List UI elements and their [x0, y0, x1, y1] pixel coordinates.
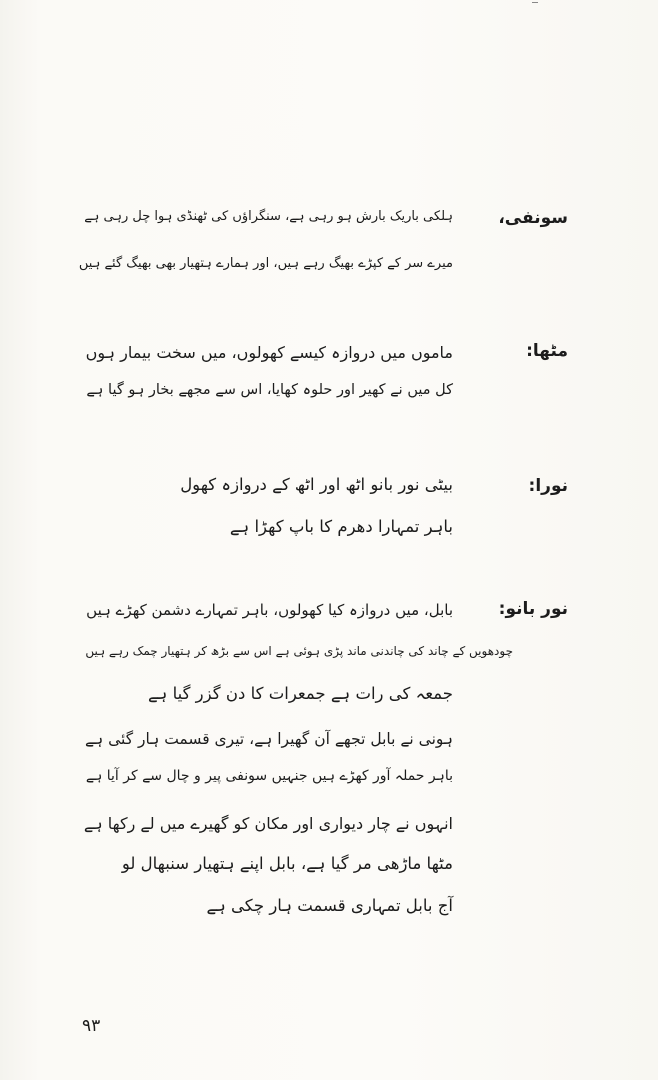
dialogue-line: چودھویں کے چاند کی چاندنی ماند پڑی ہوئی ہے اس سے بڑھ کر ہتھیار چمک رہے ہیں: [85, 644, 513, 658]
speaker-name: نورا:: [528, 476, 568, 496]
dialogue-line: ہونی نے بابل تجھے آن گھیرا ہے، تیری قسمت ہار گئی ہے: [85, 730, 453, 748]
page-number: ۹۳: [82, 1016, 101, 1036]
dialogue-line: آج بابل تمہاری قسمت ہار چکی ہے: [206, 896, 453, 915]
speaker-name: نور بانو:: [498, 599, 568, 619]
dialogue-line: جمعہ کی رات ہے جمعرات کا دن گزر گیا ہے: [148, 684, 453, 703]
dialogue-line: کل میں نے کھیر اور حلوہ کھایا، اس سے مجھے بخار ہو گیا ہے: [86, 382, 453, 398]
dialogue-line: بیٹی نور بانو اٹھ اور اٹھ کے دروازہ کھول: [180, 475, 453, 494]
dialogue-line: باہر تمہارا دھرم کا باپ کھڑا ہے: [229, 517, 453, 536]
speaker-name: سونفی،: [498, 208, 568, 228]
dialogue-line: ہلکی باریک بارش ہو رہی ہے، سنگراؤں کی ٹھنڈی ہوا چل رہی ہے: [84, 209, 453, 224]
dialogue-line: انہوں نے چار دیواری اور مکان کو گھیرے میں لے رکھا ہے: [83, 814, 453, 833]
scan-mark: [532, 2, 538, 3]
dialogue-line: ماموں میں دروازہ کیسے کھولوں، میں سخت بیمار ہوں: [85, 343, 453, 362]
speaker-name: مٹھا:: [526, 341, 568, 361]
dialogue-line: میرے سر کے کپڑے بھیگ رہے ہیں، اور ہمارے ہتھیار بھی بھیگ گئے ہیں: [78, 256, 453, 271]
dialogue-line: مٹھا ماڑھی مر گیا ہے، بابل اپنے ہتھیار سنبھال لو: [121, 854, 453, 873]
dialogue-line: باہر حملہ آور کھڑے ہیں جنہیں سونفی پیر و چال سے کر آیا ہے: [85, 768, 453, 784]
dialogue-line: بابل، میں دروازہ کیا کھولوں، باہر تمہارے دشمن کھڑے ہیں: [86, 601, 453, 619]
